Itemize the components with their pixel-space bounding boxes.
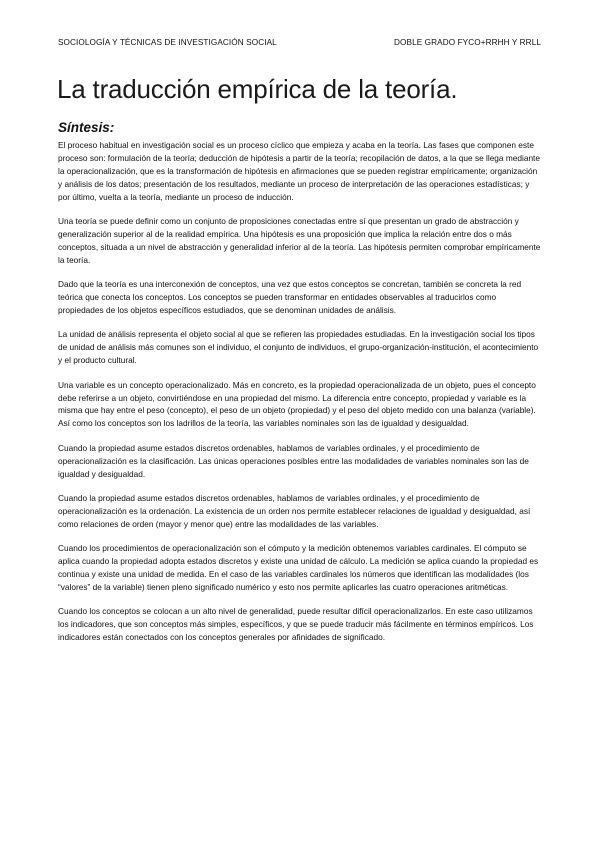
paragraph: Cuando los conceptos se colocan a un alto nivel de generalidad, puede resultar difícil operacionalizarlos. En este caso utilizamos los indicadores, que son conceptos más simples, específicos, y que se puede traducir más fácilmente en términos empíricos. Los indicadores están conectados con los conceptos generales por afinidades de significado. [58,606,534,643]
page-title: La traducción empírica de la teoría. [57,74,458,104]
paragraph: El proceso habitual en investigación social es un proceso cíclico que empieza y acaba en la teoría. Las fases que componen este proceso son: formulación de la teoría; deducción de hipótesis a partir de la teoría; recopilación de datos, a la que se llega mediante la operacionalización, que es la transformación de hipótesis en afirmaciones que se pueden registrar empíricamente; organización y análisis de los datos; presentación de los resultados, mediante un proceso de interpretación de las operaciones estadísticas; y por último, vuelta a la teoría, mediante un proceso de inducción. [58,140,540,202]
page-header [58,38,541,50]
paragraph: Dado que la teoría es una interconexión de conceptos, una vez que estos conceptos se concretan, también se concreta la red teórica que conecta los conceptos. Los conceptos se pueden transformar en entidades observables al traducirlos como propiedades de los objetos específicos estudiados, que se denominan unidades de análisis. [58,279,522,315]
header-degree-title: DOBLE GRADO FYCO+RRHH Y RRLL [394,38,541,47]
paragraph: Una teoría se puede definir como un conjunto de proposiciones conectadas entre sí que presentan un grado de abstracción y generalización superior al de la realidad empírica. Una hipótesis es una proposición que implica la relación entre dos o más conceptos, situada a un nivel de abstracción y generalidad inferior al de la teoría. Las hipótesis permiten comprobar empíricamente la teoría. [58,216,541,265]
section-heading: Síntesis: [58,120,115,135]
header-course-title: SOCIOLOGÍA Y TÉCNICAS DE INVESTIGACIÓN SOCIAL [58,38,277,47]
paragraph: La unidad de análisis representa el objeto social al que se refieren las propiedades estudiadas. En la investigación social los tipos de unidad de análisis más comunes son el individuo, el conjunto de individuos, el grupo-organización-institución, el acontecimiento y el producto cultural. [58,329,539,366]
paragraph: Una variable es un concepto operacionalizado. Más en concreto, es la propiedad operacionalizada de un objeto, pues el concepto debe referirse a un objeto, convirtiéndose en una propiedad del mismo. La diferencia entre concepto, propiedad y variable es la misma que hay entre el peso (concepto), el peso de un objeto (propiedad) y el peso del objeto medido con una balanza (variable). Así como los conceptos son los ladrillos de la teoría, las variables nominales son las de igualdad y desigualdad. [58,379,536,429]
body-text [58,139,542,656]
paragraph: Cuando la propiedad asume estados discretos ordenables, hablamos de variables ordinales, y el procedimiento de operacionalización es la ordenación. La existencia de un orden nos permite establecer relaciones de igualdad y desigualdad, así como relaciones de orden (mayor y menor que) entre las modalidades de las variables. [58,492,531,529]
paragraph: Cuando los procedimientos de operacionalización son el cómputo y la medición obtenemos variables cardinales. El cómputo se aplica cuando la propiedad adopta estados discretos y existe una unidad de cálculo. La medición se aplica cuando la propiedad es continua y existe una unidad de medida. En el caso de las variables cardinales los números que identifican las modalidades (los “valores” de la variable) tienen pleno significado numérico y esto nos permite aplicarles las cuatro operaciones aritméticas. [58,543,539,592]
paragraph: Cuando la propiedad asume estados discretos ordenables, hablamos de variables ordinales, y el procedimiento de operacionalización es la clasificación. Las únicas operaciones posibles entre las modalidades de variables nominales son las de igualdad y desigualdad. [58,442,529,479]
